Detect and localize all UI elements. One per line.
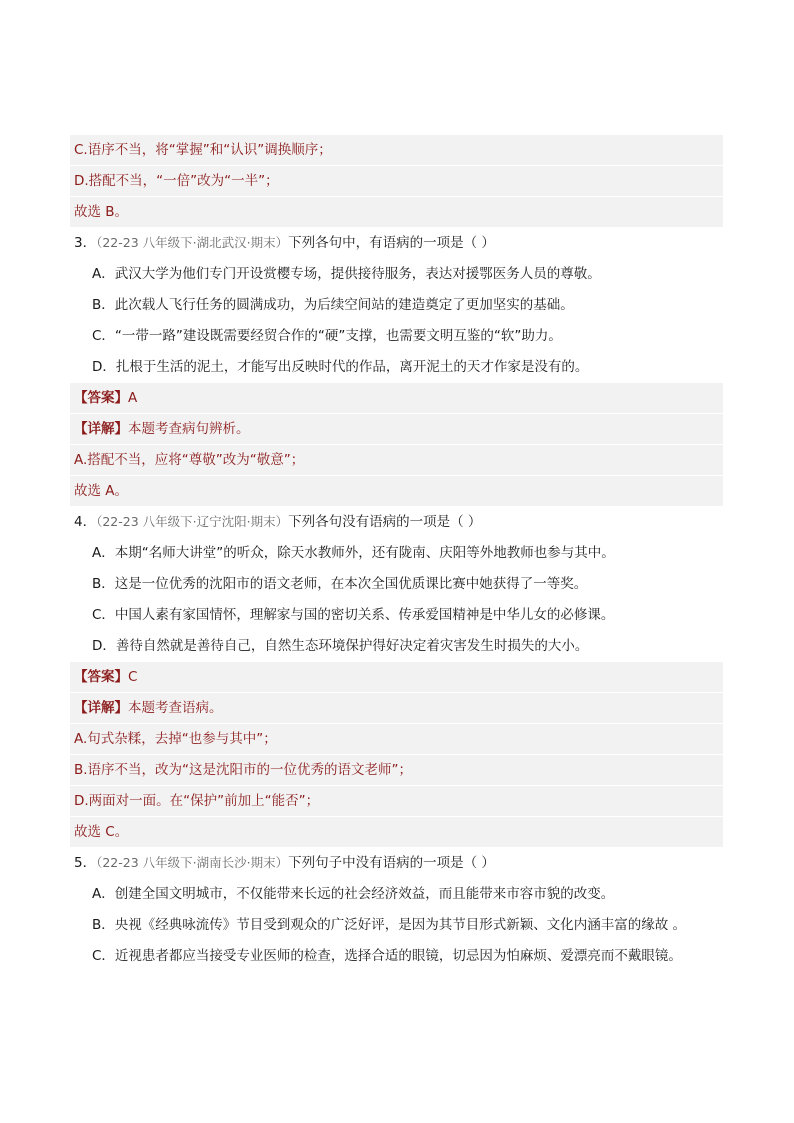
option-b: B．央视《经典咏流传》节目受到观众的广泛好评，是因为其节目形式新颖、文化内涵丰富的缘故 。: [92, 917, 687, 933]
question-source: （22-23 八年级下·辽宁沈阳·期末）: [96, 514, 289, 529]
question-5-stem: 5．（22-23 八年级下·湖南长沙·期末）下列句子中没有语病的一项是（ ）: [74, 855, 495, 871]
option-c: C．“一带一路”建设既需要经贸合作的“硬”支撑，也需要文明互鉴的“软”助力。: [92, 328, 562, 344]
question-4-stem: 4．（22-23 八年级下·辽宁沈阳·期末）下列各句没有语病的一项是（ ）: [74, 514, 482, 530]
answer-tag: 【答案】: [74, 390, 128, 406]
analysis-line: B.语序不当，改为“这是沈阳市的一位优秀的语文老师”；: [70, 755, 723, 785]
detail-line: 【详解】本题考查语病。: [70, 693, 723, 723]
conclusion-line: 故选 C。: [70, 817, 723, 847]
option-a: A．武汉大学为他们专门开设赏樱专场，提供接待服务，表达对援鄂医务人员的尊敬。: [92, 266, 601, 282]
analysis-line: C.语序不当，将“掌握”和“认识”调换顺序；: [70, 135, 723, 165]
option-c: C．近视患者都应当接受专业医师的检查，选择合适的眼镜，切忌因为怕麻烦、爱漂亮而不戴眼镜。: [92, 948, 682, 964]
option-a: A．创建全国文明城市，不仅能带来长远的社会经济效益，而且能带来市容市貌的改变。: [92, 886, 615, 902]
conclusion-line: 故选 B。: [70, 197, 723, 227]
conclusion-line: 故选 A。: [70, 476, 723, 506]
detail-tag: 【详解】: [74, 700, 128, 716]
answer-line: 【答案】C: [70, 662, 723, 692]
analysis-line: A.搭配不当，应将“尊敬”改为“敬意”；: [70, 445, 723, 475]
question-3-stem: 3．（22-23 八年级下·湖北武汉·期末）下列各句中，有语病的一项是（ ）: [74, 235, 495, 251]
analysis-line: D.两面对一面。在“保护”前加上“能否”；: [70, 786, 723, 816]
option-c: C．中国人素有家国情怀，理解家与国的密切关系、传承爱国精神是中华儿女的必修课。: [92, 607, 615, 623]
question-source: （22-23 八年级下·湖南长沙·期末）: [96, 855, 289, 870]
answer-line: 【答案】A: [70, 383, 723, 413]
analysis-line: D.搭配不当，“一倍”改为“一半”；: [70, 166, 723, 196]
analysis-line: A.句式杂糅，去掉“也参与其中”；: [70, 724, 723, 754]
option-b: B．此次载人飞行任务的圆满成功，为后续空间站的建造奠定了更加坚实的基础。: [92, 297, 574, 313]
detail-line: 【详解】本题考查病句辨析。: [70, 414, 723, 444]
option-d: D．扎根于生活的泥土，才能写出反映时代的作品，离开泥土的天才作家是没有的。: [92, 359, 589, 375]
detail-tag: 【详解】: [74, 421, 128, 437]
option-d: D．善待自然就是善待自己，自然生态环境保护得好决定着灾害发生时损失的大小。: [92, 638, 589, 654]
option-b: B．这是一位优秀的沈阳市的语文老师，在本次全国优质课比赛中她获得了一等奖。: [92, 576, 588, 592]
option-a: A．本期“名师大讲堂”的听众，除天水教师外，还有陇南、庆阳等外地教师也参与其中。: [92, 545, 615, 561]
answer-tag: 【答案】: [74, 669, 128, 685]
question-source: （22-23 八年级下·湖北武汉·期末）: [96, 235, 289, 250]
